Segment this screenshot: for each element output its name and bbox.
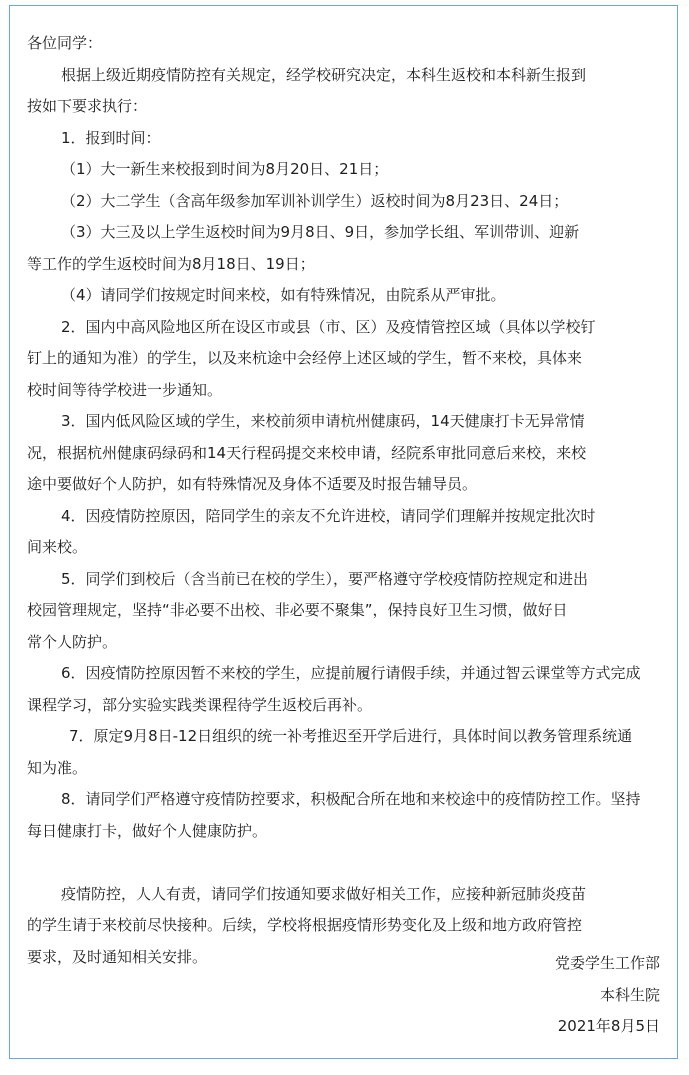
closing-line: 要求，及时通知相关安排。 bbox=[27, 947, 208, 966]
item4-line: 间来校。 bbox=[27, 538, 88, 556]
blank-line bbox=[27, 847, 663, 879]
item7-line: 7．原定9月8日-12日组织的统一补考推迟至开学后进行，具体时间以教务管理系统通 bbox=[69, 727, 633, 745]
item1-subitem: （1）大一新生来校报到时间为8月20日、21日； bbox=[61, 160, 389, 178]
item8-line: 每日健康打卡，做好个人健康防护。 bbox=[27, 821, 268, 840]
greeting: 各位同学： bbox=[27, 34, 103, 52]
item8-line: 8．请同学们严格遵守疫情防控要求，积极配合所在地和来校途中的疫情防控工作。坚持 bbox=[61, 790, 641, 808]
item3-line: 3．国内低风险区域的学生，来校前须申请杭州健康码，14天健康打卡无异常情 bbox=[61, 412, 585, 430]
signature-block bbox=[555, 948, 660, 1043]
item7-line: 知为准。 bbox=[27, 758, 88, 777]
closing-line: 疫情防控，人人有责，请同学们按通知要求做好相关工作，应接种新冠肺炎疫苗 bbox=[61, 884, 587, 903]
closing-line: 的学生请于来校前尽快接种。后续，学校将根据疫情形势变化及上级和地方政府管控 bbox=[27, 916, 583, 934]
signature-date: 2021年8月5日 bbox=[557, 1017, 660, 1035]
item1-subitem: （2）大二学生（含高年级参加军训补训学生）返校时间为8月23日、24日； bbox=[61, 191, 569, 210]
item4-line: 4．因疫情防控原因，陪同学生的亲友不允许进校，请同学们理解并按规定批次时 bbox=[61, 506, 596, 525]
intro-line: 根据上级近期疫情防控有关规定，经学校研究决定，本科生返校和本科新生报到 bbox=[61, 65, 587, 84]
item3-line: 况，根据杭州健康码绿码和14天行程码提交来校申请，经院系审批同意后来校，来校 bbox=[27, 443, 587, 462]
item2-line: 钉上的通知为准）的学生，以及来杭途中会经停上述区域的学生，暂不来校，具体来 bbox=[27, 349, 583, 367]
notice-body bbox=[27, 28, 663, 973]
item1-subitem: （3）大三及以上学生返校时间为9月8日、9日，参加学长组、军训带训、迎新 bbox=[61, 223, 580, 241]
item6-line: 课程学习，部分实验实践类课程待学生返校后再补。 bbox=[27, 695, 373, 714]
intro-line: 按如下要求执行： bbox=[27, 97, 148, 115]
item1-subitem-cont: 等工作的学生返校时间为8月18日、19日； bbox=[27, 254, 315, 273]
signature-dept: 党委学生工作部 bbox=[554, 954, 660, 972]
item1-heading: 1．报到时间： bbox=[61, 128, 161, 147]
item3-line: 途中要做好个人防护，如有特殊情况及身体不适要及时报告辅导员。 bbox=[27, 475, 478, 493]
signature-college: 本科生院 bbox=[599, 985, 660, 1004]
item2-line: 2．国内中高风险地区所在设区市或县（市、区）及疫情管控区域（具体以学校钉 bbox=[61, 317, 596, 336]
item6-line: 6．因疫情防控原因暂不来校的学生，应提前履行请假手续，并通过智云课堂等方式完成 bbox=[61, 664, 641, 682]
item5-line: 校园管理规定，坚持“非必要不出校、非必要不聚集”，保持良好卫生习惯，做好日 bbox=[27, 601, 568, 619]
item5-line: 5．同学们到校后（含当前已在校的学生），要严格遵守学校疫情防控规定和进出 bbox=[61, 569, 589, 588]
item2-line: 校时间等待学校进一步通知。 bbox=[27, 380, 223, 399]
item5-line: 常个人防护。 bbox=[27, 632, 118, 651]
item1-subitem: （4）请同学们按规定时间来校，如有特殊情况，由院系从严审批。 bbox=[61, 286, 506, 304]
